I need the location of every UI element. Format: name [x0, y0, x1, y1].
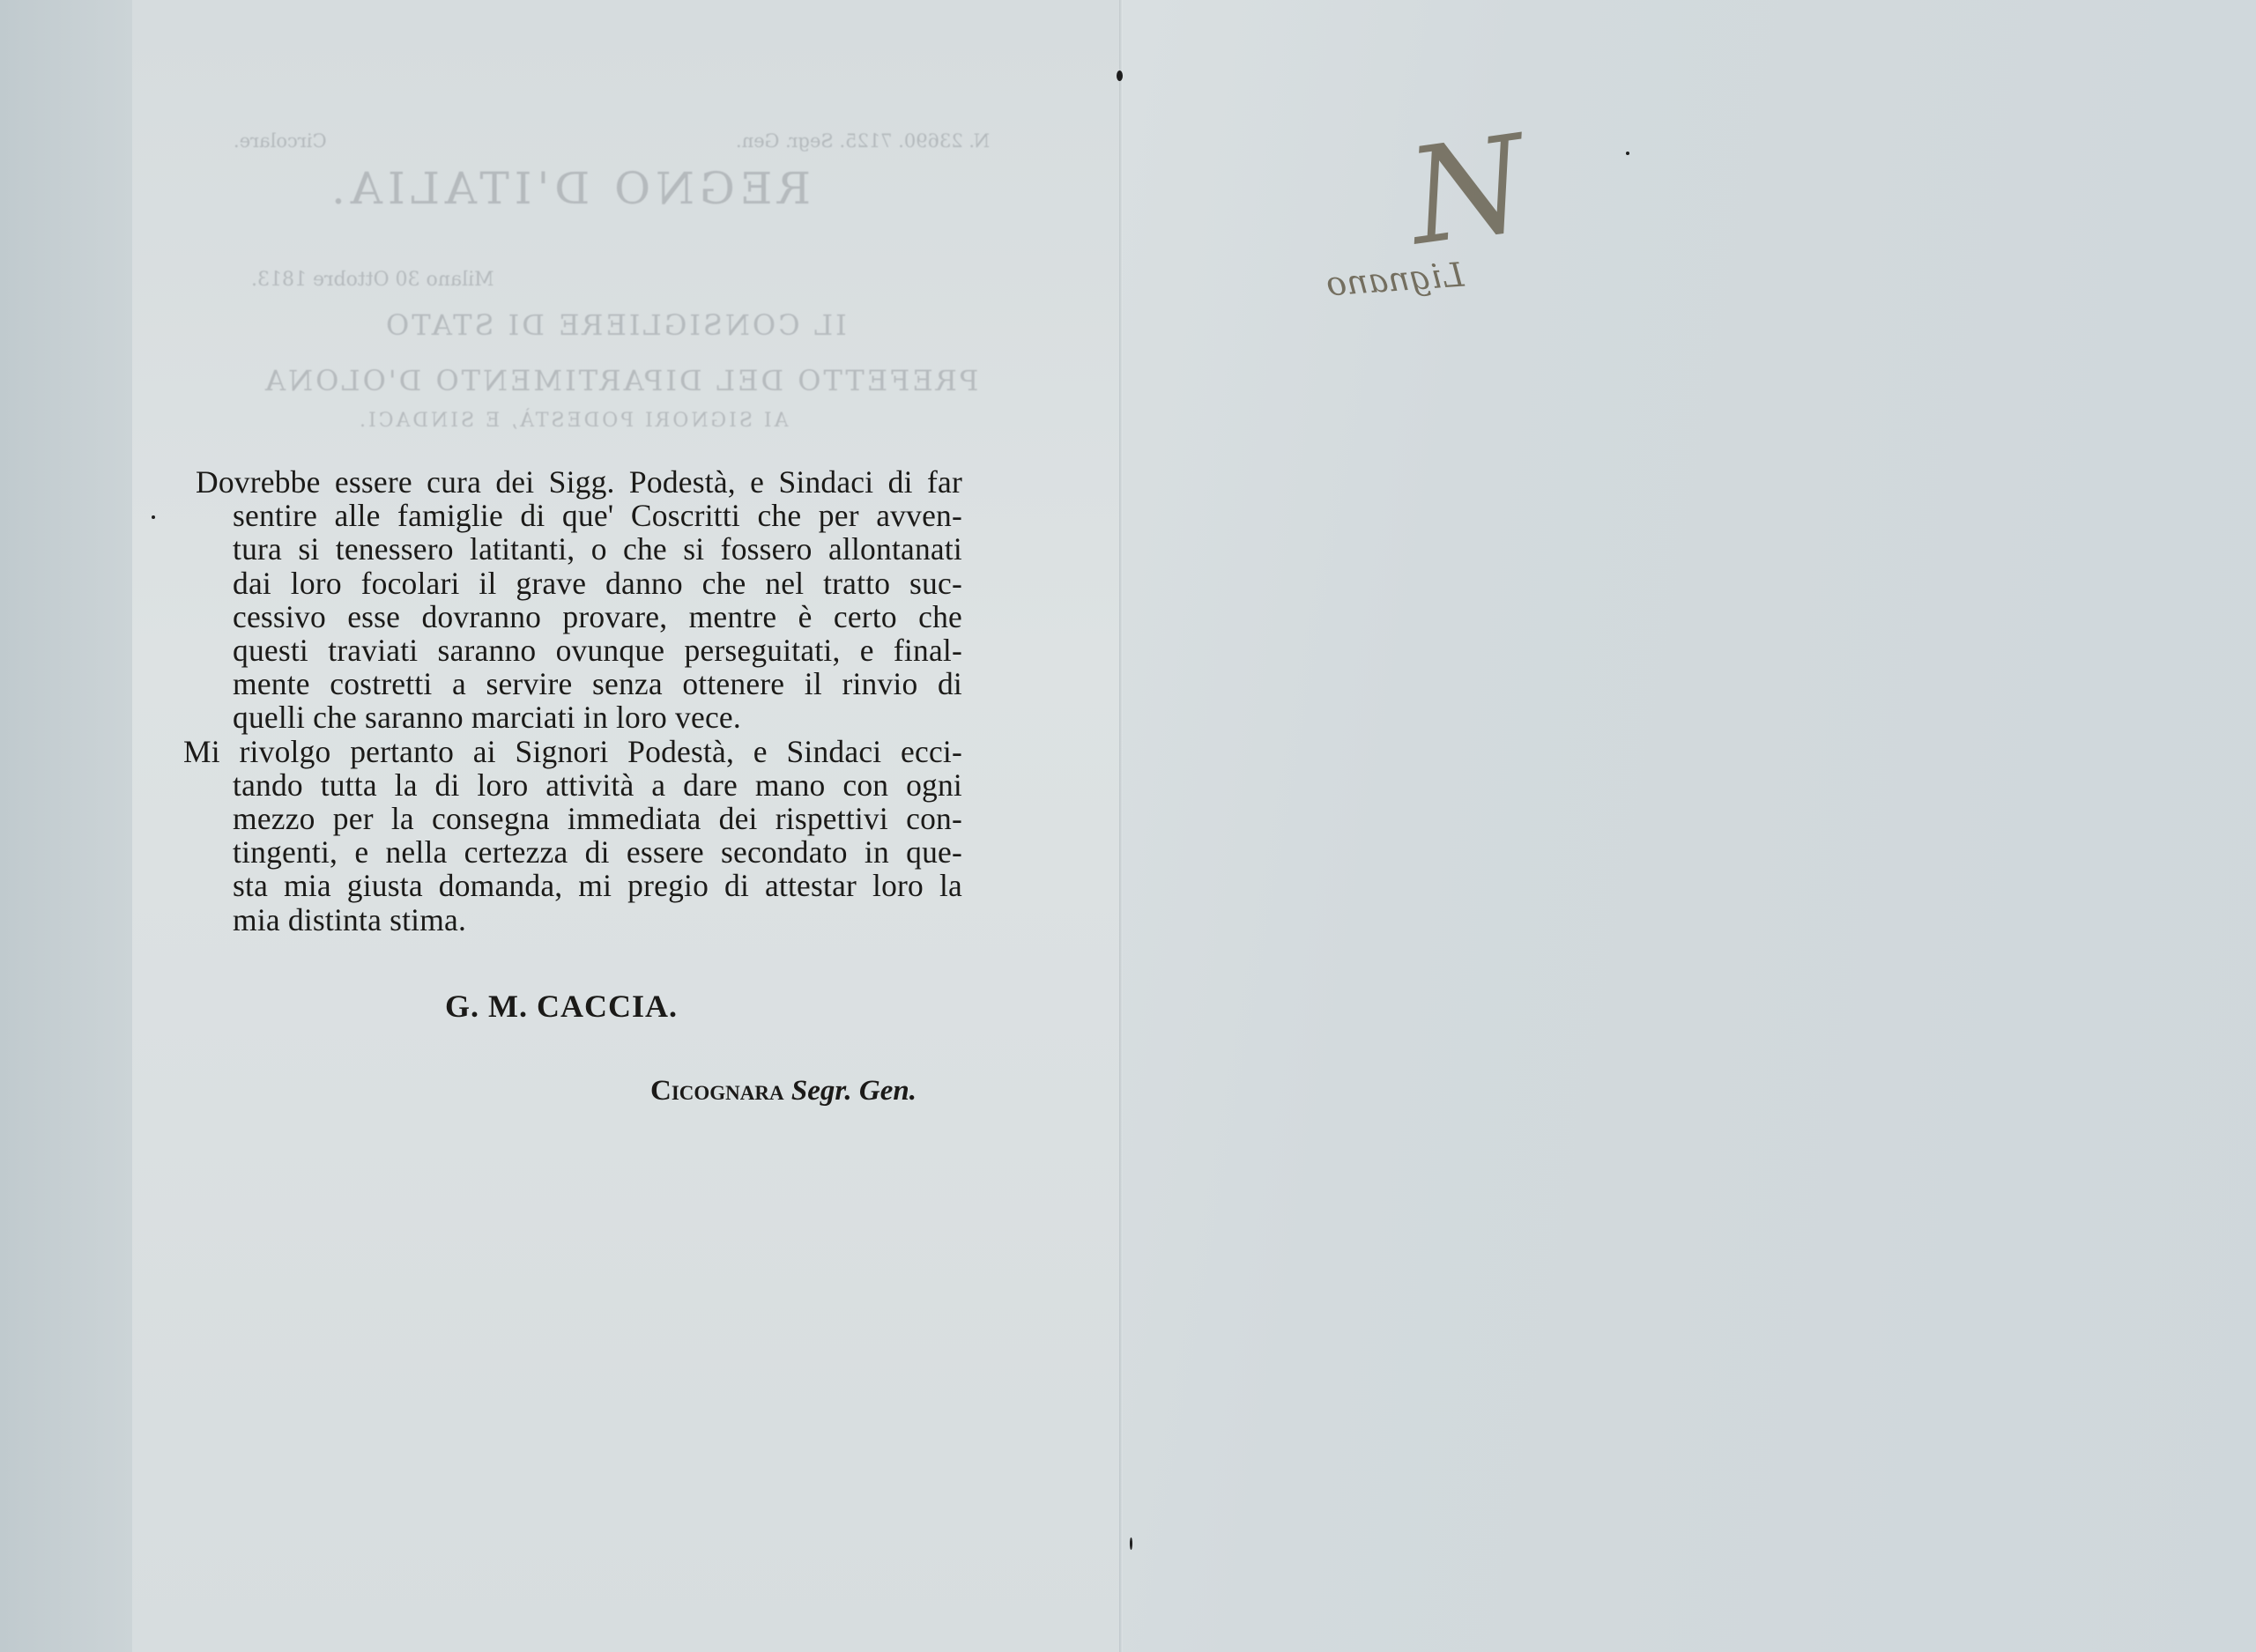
body-line: Mi rivolgo pertanto ai Signori Podestà, e Sindaci ecci- [183, 733, 962, 769]
bleed-place-date: Milano 30 Ottobre 1813. [251, 269, 494, 291]
bleed-header-right: Circolare. [234, 130, 327, 152]
body-line: tura si tenessero latitanti, o che si fossero allontanati [233, 531, 962, 567]
handwritten-word: Lignano [1325, 255, 1466, 304]
secretary-name: Cicognara [650, 1075, 784, 1107]
handwritten-mark: N [1399, 107, 1536, 276]
body-line: cessivo esse dovranno provare, mentre è certo che [233, 598, 962, 634]
secretary-line [650, 1075, 916, 1108]
bleed-kingdom: REGNO D'ITALIA. [326, 163, 811, 214]
body-line: sentire alle famiglie di que' Coscritti che per avven- [233, 498, 962, 534]
paper-edge [0, 0, 132, 1652]
bleed-header-ref: N. 23690. 7125. Segr. Gen. [736, 130, 991, 152]
body-line: tando tutta la di loro attività a dare mano con ogni [233, 767, 962, 803]
page-fold [1119, 0, 1123, 1652]
signature: G. M. CACCIA. [445, 989, 678, 1024]
body-line: Dovrebbe essere cura dei Sigg. Podestà, e Sindaci di far [196, 464, 962, 500]
paper-speck [152, 515, 155, 519]
body-line: dai loro focolari il grave danno che nel tratto suc- [233, 565, 962, 601]
body-line: mia distinta stima. [233, 901, 467, 937]
body-line: mente costretti a servire senza ottenere il rinvio di [233, 666, 962, 702]
circular-body [183, 464, 962, 937]
secretary-title: Segr. Gen. [790, 1075, 916, 1107]
bleed-heading-1: IL CONSIGLIERE DI STATO [383, 308, 847, 342]
body-line: sta mia giusta domanda, mi pregio di attestar loro la [233, 868, 962, 904]
bleed-heading-3: AI SIGNORI PODESTÀ, E SINDACI. [357, 410, 789, 432]
body-line: tingenti, e nella certezza di essere secondato in que- [233, 834, 962, 870]
body-line: mezzo per la consegna immediata dei rispettivi con- [233, 801, 962, 837]
paper-speck [1626, 152, 1629, 155]
body-line: quelli che saranno marciati in loro vece. [233, 700, 741, 736]
bleed-heading-2: PREFETTO DEL DIPARTIMENTO D'OLONA [263, 364, 979, 397]
paper-speck [1117, 70, 1123, 81]
paper-speck [1130, 1537, 1132, 1550]
body-line: questi traviati saranno ovunque perseguitati, e final- [233, 633, 962, 669]
